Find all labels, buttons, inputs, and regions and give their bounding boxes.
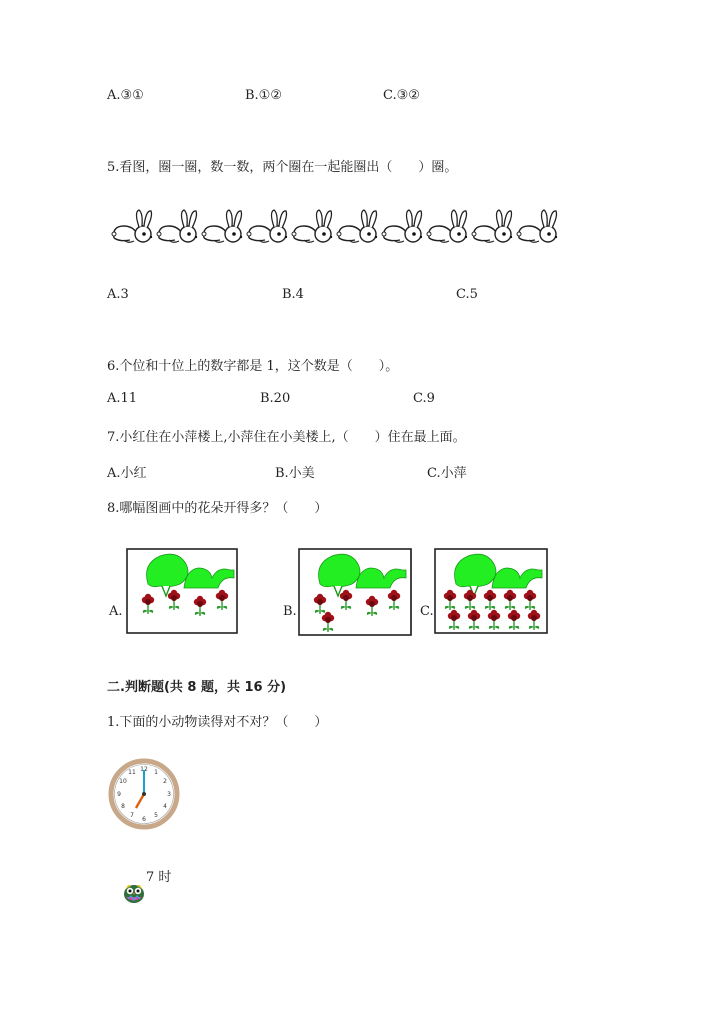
svg-text:10: 10 [119,778,127,785]
q7-option-b: B.小美 [275,466,315,481]
svg-text:7: 7 [130,812,134,819]
q4-option-b: B.①② [245,88,282,103]
q7-option-c: C.小萍 [427,466,467,481]
rabbit-row [110,204,560,246]
svg-text:2: 2 [163,778,167,785]
q6-option-b: B.20 [260,391,291,406]
svg-text:3: 3 [167,791,171,798]
q4-option-a: A.③① [107,88,144,103]
q5-option-b: B.4 [282,287,304,302]
j1-answer: 7 时 [146,870,172,885]
q5-option-c: C.5 [456,287,478,302]
rabbit-icon [515,204,560,246]
q8-picture-c [434,548,548,634]
q4-option-c: C.③② [383,88,420,103]
svg-text:8: 8 [121,803,125,810]
rabbit-icon [470,204,515,246]
rabbit-icon [380,204,425,246]
q8-text: 8.哪幅图画中的花朵开得多？（ ） [107,501,328,516]
q5-option-a: A.3 [107,287,129,302]
rabbit-icon [335,204,380,246]
rabbit-icon [245,204,290,246]
j1-text: 1.下面的小动物读得对不对？（ ） [107,715,328,730]
q8-label-b: B. [283,604,297,619]
rabbit-icon [110,204,155,246]
q6-option-c: C.9 [413,391,435,406]
q8-label-c: C. [420,604,434,619]
svg-text:9: 9 [117,791,121,798]
svg-text:11: 11 [128,769,136,776]
rabbit-icon [425,204,470,246]
q7-option-a: A.小红 [107,466,147,481]
svg-text:6: 6 [142,816,146,823]
q8-label-a: A. [109,604,123,619]
rabbit-icon [290,204,335,246]
clock-icon [108,758,180,830]
q7-text: 7.小红住在小萍楼上,小萍住在小美楼上,（ ）住在最上面。 [107,430,466,445]
svg-text:4: 4 [163,803,167,810]
owl-icon [122,880,146,904]
svg-text:5: 5 [154,812,158,819]
rabbit-icon [200,204,245,246]
svg-text:1: 1 [154,769,158,776]
svg-text:12: 12 [140,766,148,773]
q6-option-a: A.11 [107,391,138,406]
q8-picture-b [298,548,412,636]
q8-picture-a [126,548,238,634]
section2-title: 二.判断题(共 8 题，共 16 分) [107,680,287,695]
q5-text: 5.看图，圈一圈，数一数，两个圈在一起能圈出（ ）圈。 [107,160,458,175]
rabbit-icon [155,204,200,246]
q6-text: 6.个位和十位上的数字都是 1，这个数是（ ）。 [107,359,399,374]
